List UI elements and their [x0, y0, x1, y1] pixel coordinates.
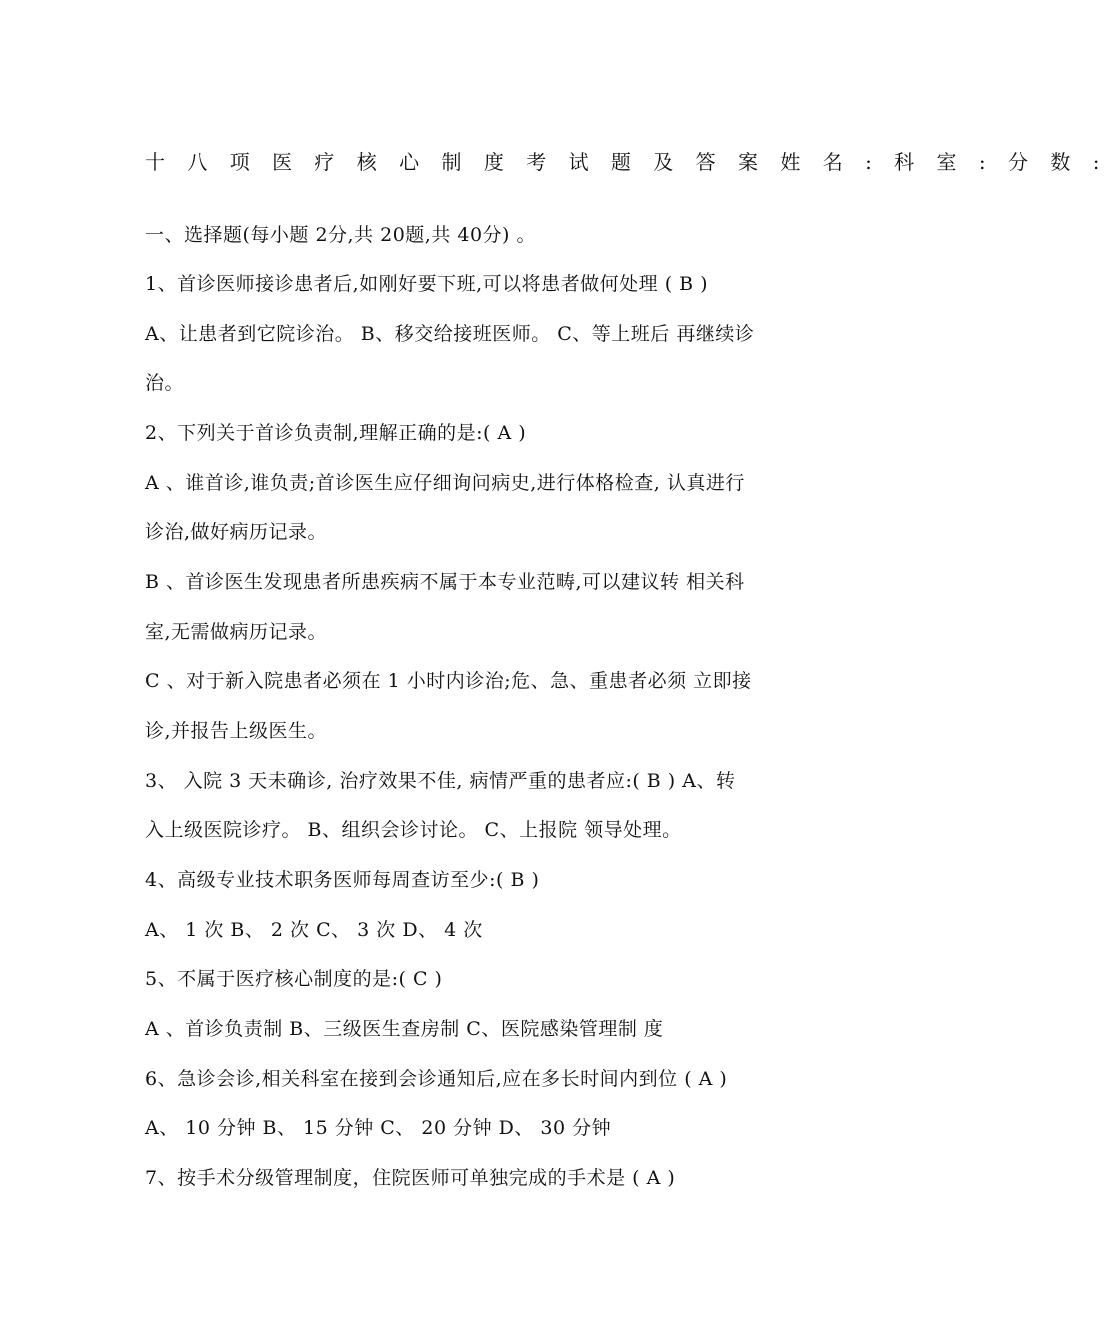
question-1: 1、首诊医师接诊患者后,如刚好要下班,可以将患者做何处理 ( B ): [145, 273, 709, 295]
question-2-option-a-cont: 诊治,做好病历记录。: [145, 521, 328, 543]
document-title: 十 八 项 医 疗 核 心 制 度 考 试 题 及 答 案 姓 名 : 科 室 : 分 数 :: [145, 150, 1107, 174]
question-2-option-b-cont: 室,无需做病历记录。: [145, 621, 328, 643]
question-2-option-c-cont: 诊,并报告上级医生。: [145, 720, 328, 742]
question-5: 5、不属于医疗核心制度的是:( C ): [145, 968, 443, 990]
question-6-options: A、 10 分钟 B、 15 分钟 C、 20 分钟 D、 30 分钟: [145, 1117, 612, 1139]
question-1-options: A、让患者到它院诊治。 B、移交给接班医师。 C、等上班后 再继续诊: [145, 323, 755, 345]
question-2-option-b: B 、首诊医生发现患者所患疾病不属于本专业范畴,可以建议转 相关科: [145, 571, 745, 593]
question-5-options: A 、首诊负责制 B、三级医生查房制 C、医院感染管理制 度: [145, 1018, 664, 1040]
question-1-options-cont: 治。: [145, 372, 185, 394]
question-2-option-a: A 、谁首诊,谁负责;首诊医生应仔细询问病史,进行体格检查, 认真进行: [145, 472, 745, 494]
question-3-options: 入上级医院诊疗。 B、组织会诊讨论。 C、上报院 领导处理。: [145, 819, 682, 841]
question-2: 2、下列关于首诊负责制,理解正确的是:( A ): [145, 422, 527, 444]
question-4-options: A、 1 次 B、 2 次 C、 3 次 D、 4 次: [145, 919, 483, 941]
question-2-option-c: C 、对于新入院患者必须在 1 小时内诊治;危、急、重患者必须 立即接: [145, 670, 752, 692]
section-heading: 一、选择题(每小题 2分,共 20题,共 40分) 。: [145, 224, 537, 246]
question-4: 4、高级专业技术职务医师每周查访至少:( B ): [145, 869, 540, 891]
question-6: 6、急诊会诊,相关科室在接到会诊通知后,应在多长时间内到位 ( A ): [145, 1068, 728, 1090]
question-7: 7、按手术分级管理制度，住院医师可单独完成的手术是 ( A ): [145, 1167, 676, 1189]
question-3: 3、 入院 3 天未确诊, 治疗效果不佳, 病情严重的患者应:( B ) A、转: [145, 770, 736, 792]
